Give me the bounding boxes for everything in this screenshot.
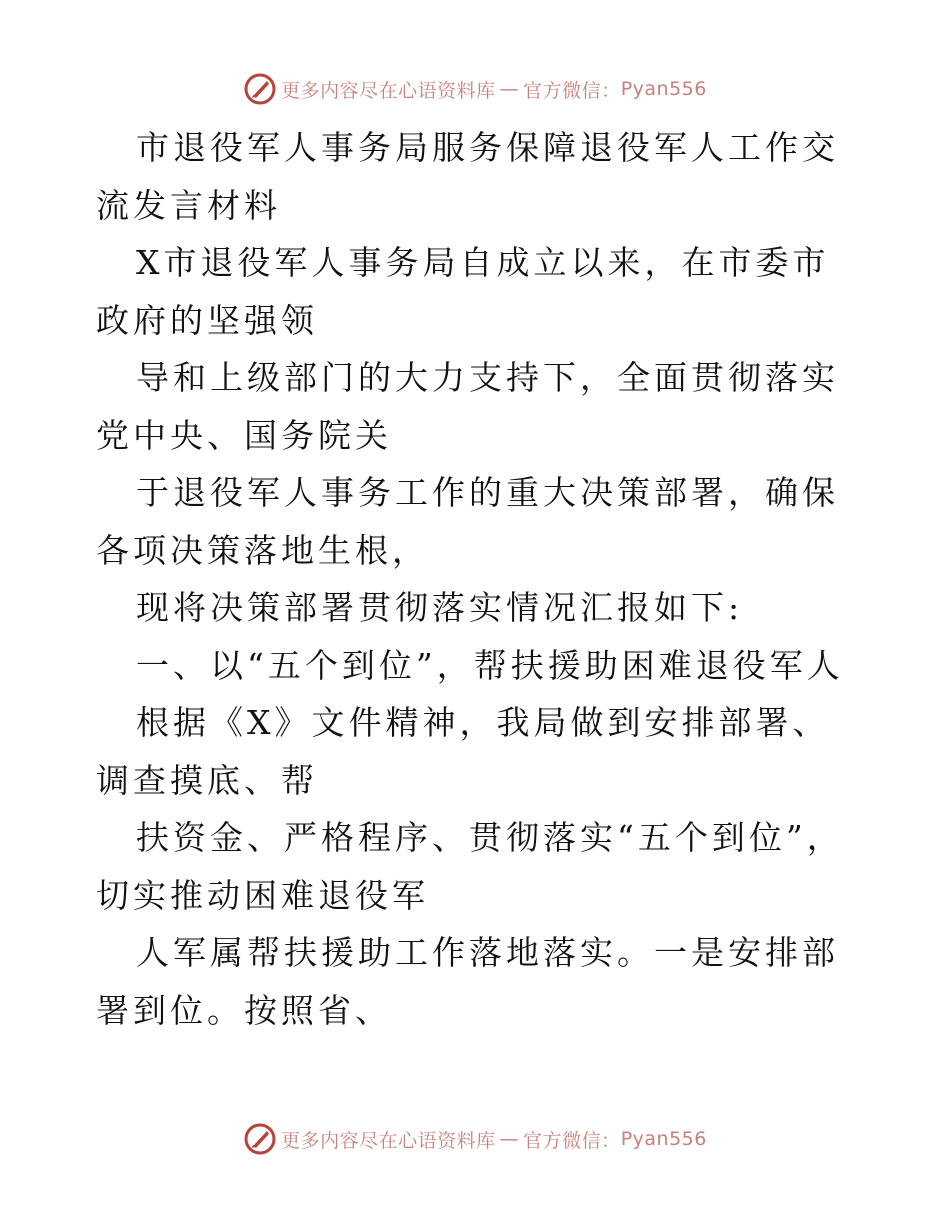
section-heading: 一、以“五个到位”，帮扶援助困难退役军人 [136,645,844,685]
paragraph: 人军属帮扶援助工作落地落实。一是安排部署到位。按照省、 [96,933,839,1030]
watermark-wechat-id: Pyan556 [620,78,707,100]
header-watermark [0,69,950,109]
document-body [96,119,856,1039]
quill-badge-icon [243,72,277,106]
watermark-site: 更多内容尽在心语资料库 [281,1129,496,1152]
watermark-separator: — [499,78,520,100]
quill-badge-icon [243,1122,277,1156]
footer-watermark [0,1119,950,1159]
paragraph: 现将决策部署贯彻落实情况汇报如下: [136,588,744,627]
watermark-separator: — [499,1128,520,1150]
paragraph: 扶资金、严格程序、贯彻落实“五个到位”，切实推动困难退役军 [96,818,844,915]
watermark-wechat-label: 官方微信： [523,1129,621,1152]
paragraph: 于退役军人事务工作的重大决策部署，确保各项决策落地生根， [96,473,839,570]
paragraph: 导和上级部门的大力支持下，全面贯彻落实党中央、国务院关 [96,358,839,455]
paragraph: X市退役军人事务局自成立以来，在市委市政府的坚强领 [96,243,830,340]
watermark-site: 更多内容尽在心语资料库 [281,79,496,102]
document-title: 市退役军人事务局服务保障退役军人工作交流发言材料 [96,128,839,225]
paragraph: 根据《X》文件精神，我局做到安排部署、调查摸底、帮 [96,703,830,800]
watermark-wechat-label: 官方微信： [523,79,621,102]
watermark-wechat-id: Pyan556 [620,1128,707,1150]
